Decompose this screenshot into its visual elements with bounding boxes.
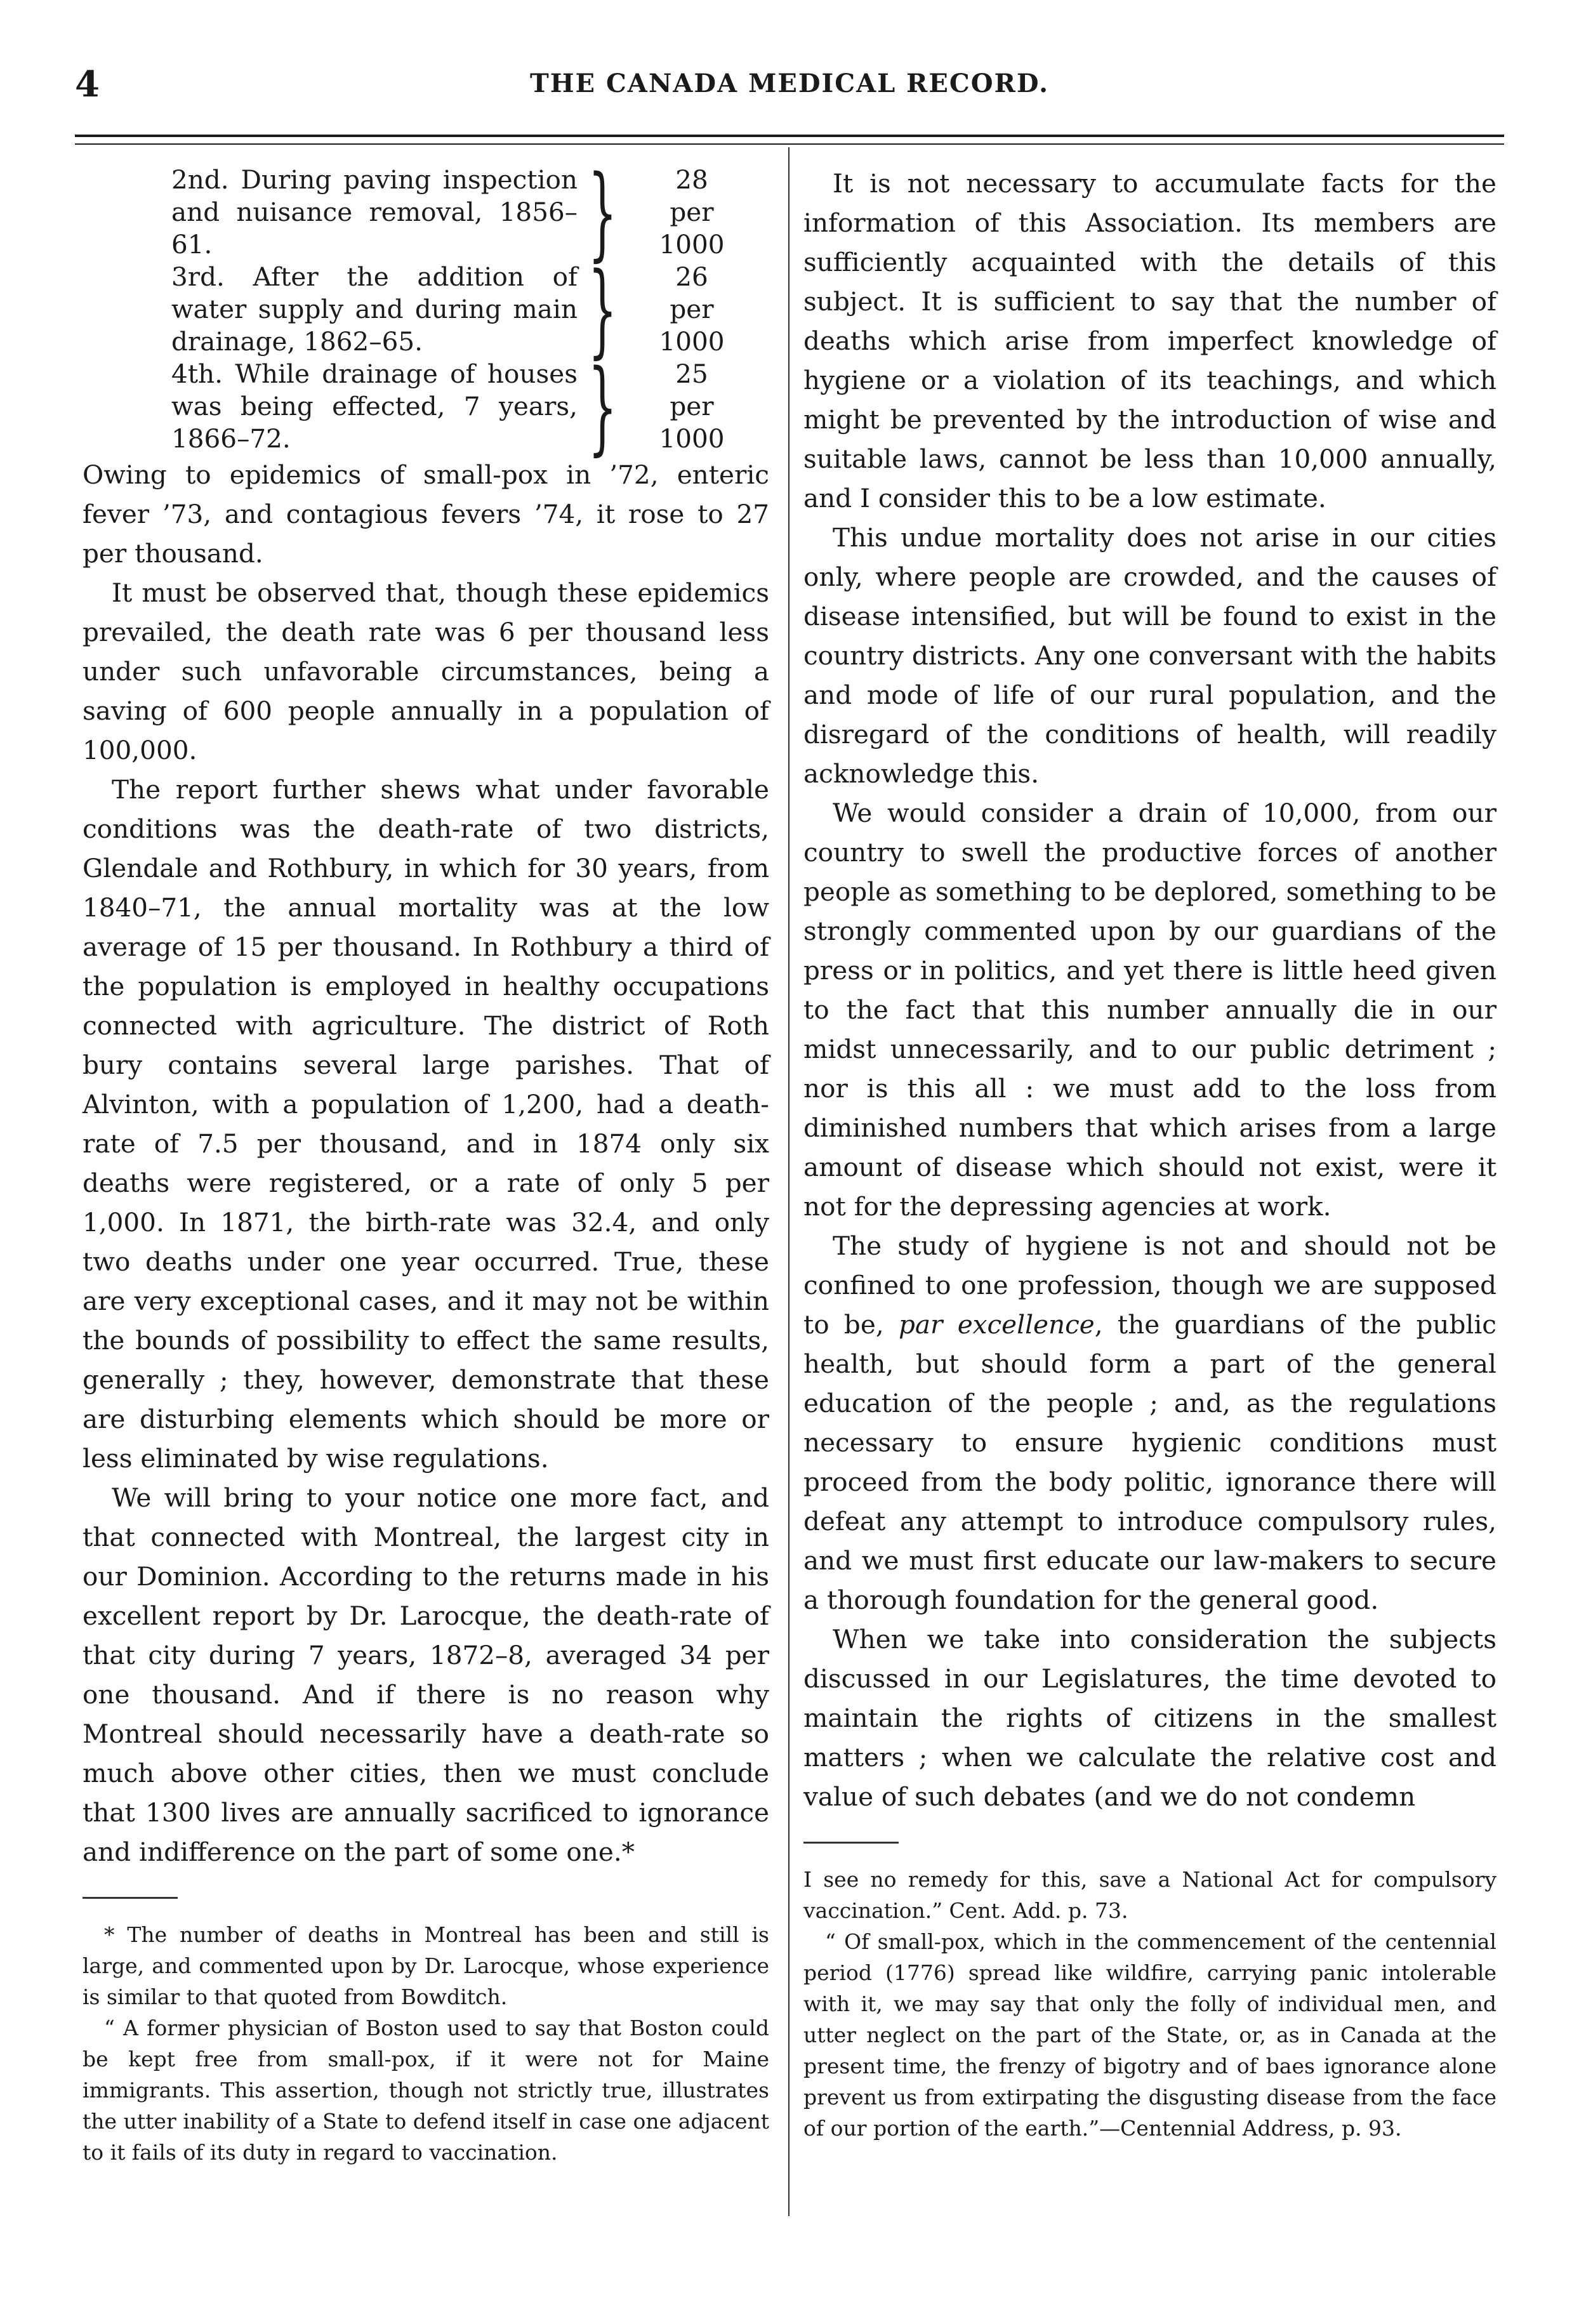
stat-per: per <box>670 294 714 324</box>
stat-text: 4th. While drainage of houses was being effected, 7 years, 1866–72. <box>171 359 578 454</box>
header-rule-thin <box>75 143 1504 145</box>
stat-per: per <box>670 197 714 227</box>
stat-row <box>83 249 769 369</box>
paragraph: We will bring to your notice one more fact, and that connected with Montreal, the largest city in our Dominion. According to the returns made in his excellent report by Dr. Larocque, the death-rate of that city during 7 years, 1872–8, averaged 34 per one thousand. And if there is no reason why Montreal should necessarily have a death-rate so much above other cities, then we must conclude that 1300 lives are annually sacrificed to ignorance and indifference on the part of some one.* <box>83 1482 769 1867</box>
mortality-stats <box>83 152 769 466</box>
stat-text: 3rd. After the addition of water supply and during main drainage, 1862–65. <box>171 261 578 357</box>
stat-number: 28 <box>675 164 708 195</box>
stat-base: 1000 <box>659 326 725 357</box>
stat-per: per <box>670 391 714 421</box>
footnote: “ A former physician of Boston used to say that Boston could be kept free from small-pox, if it were not for Maine immigrants. This assertion, though not strictly true, illustrates the utter inability of a State to defend itself in case one adjacent to it fails of its duty in regard to vaccination. <box>83 2016 769 2165</box>
paragraph: Owing to epidemics of small-pox in ’72, enteric fever ’73, and contagious fevers ’74, it rose to 27 per thousand. <box>83 459 769 569</box>
stat-number: 25 <box>675 359 708 389</box>
stat-row <box>83 152 769 272</box>
footnote: * The number of deaths in Montreal has been and still is large, and commented upon by Dr. Larocque, whose experience is similar to that quoted from Bowditch. <box>83 1922 769 2009</box>
brace-icon: } <box>588 152 618 272</box>
text-run: The study of hygiene is not and should not be confined to one profession, though we are supposed to be, <box>803 1231 1496 1340</box>
brace-icon: } <box>588 347 618 466</box>
stat-text: 2nd. During paving inspection and nuisance removal, 1856–61. <box>171 164 578 260</box>
stat-value <box>616 358 768 455</box>
right-column <box>803 164 1496 2144</box>
italic-phrase: par excellence <box>898 1309 1095 1340</box>
paragraph: It is not necessary to accumulate facts for the information of this Association. Its members are sufficiently acquainted with the details of this subject. It is sufficient to say that the number of deaths which arise from imperfect knowledge of hygiene or a violation of its teachings, and which might be prevented by the introduction of wise and suitable laws, cannot be less than 10,000 annually, and I consider this to be a low estimate. <box>803 168 1496 513</box>
stat-base: 1000 <box>659 229 725 260</box>
footnotes <box>83 1919 769 2168</box>
paragraph: We would consider a drain of 10,000, from our country to swell the productive forces of another people as something to be deplored, something to be strongly commented upon by our guardians of the press or in politics, and yet there is little heed given to the fact that this number annually die in our midst unnecessarily, and to our public detriment ; nor is this all : we must add to the loss from diminished numbers that which arises from a large amount of disease which should not exist, were it not for the depressing agencies at work. <box>803 798 1496 1222</box>
paragraph: When we take into consideration the subjects discussed in our Legislatures, the time devoted to maintain the rights of citizens in the smallest matters ; when we calculate the relative cost and value of such debates (and we do not condemn <box>803 1624 1496 1812</box>
paragraph <box>803 1226 1496 1620</box>
paragraph: This undue mortality does not arise in our cities only, where people are crowded, and the causes of disease intensified, but will be found to exist in the country districts. Any one conversant with the habits and mode of life of our rural population, and the disregard of the conditions of health, will readily acknowledge this. <box>803 522 1496 789</box>
stat-base: 1000 <box>659 423 725 454</box>
page-number: 4 <box>75 63 100 105</box>
footnote: “ Of small-pox, which in the commencement of the centennial period (1776) spread like wildfire, carrying panic intolerable with it, we may say that only the folly of individual men, and utter neglect on the part of the State, or, as in Canada at the present time, the frenzy of bigotry and of baes ignorance alone prevent us from extirpating the disgusting disease from the face of our portion of the earth.”—Centennial Address, p. 93. <box>803 1929 1496 2141</box>
left-column <box>83 152 769 2168</box>
footnotes <box>803 1864 1496 2144</box>
column-divider <box>788 147 790 2216</box>
paragraph: The report further shews what under favorable conditions was the death-rate of two districts, Glendale and Rothbury, in which for 30 years, from 1840–71, the annual mortality was at the low average of 15 per thousand. In Rothbury a third of the population is employed in healthy occupations connected with agriculture. The district of Roth bury contains several large parishes. That of Alvinton, with a population of 1,200, had a death-rate of 7.5 per thousand, and in 1874 only six deaths were registered, or a rate of only 5 per 1,000. In 1871, the birth-rate was 32.4, and only two deaths under one year occurred. True, these are very exceptional cases, and it may not be within the bounds of possibility to effect the same results, generally ; they, however, demonstrate that these are disturbing elements which should be more or less eliminated by wise regulations. <box>83 774 769 1474</box>
footnote-rule <box>83 1897 178 1899</box>
header-rule <box>75 135 1504 137</box>
running-head: THE CANADA MEDICAL RECORD. <box>529 69 1049 98</box>
paragraph: It must be observed that, though these epidemics prevailed, the death rate was 6 per thousand less under such unfavorable circumstances, being a saving of 600 people annually in a population of 100,000. <box>83 578 769 765</box>
stat-number: 26 <box>675 261 708 292</box>
footnote-rule <box>803 1842 899 1844</box>
stat-value <box>616 164 768 261</box>
stat-row <box>83 347 769 466</box>
brace-icon: } <box>588 249 618 369</box>
stat-value <box>616 261 768 358</box>
footnote: I see no remedy for this, save a National Act for compulsory vaccination.” Cent. Add. p. 73. <box>803 1867 1496 1923</box>
text-run: , the guardians of the public health, but should form a part of the general education of the people ; and, as the regulations necessary to ensure hygienic conditions must proceed from the body politic, ignorance there will defeat any attempt to introduce compulsory rules, and we must first educate our law-makers to secure a thorough foundation for the general good. <box>803 1309 1496 1615</box>
